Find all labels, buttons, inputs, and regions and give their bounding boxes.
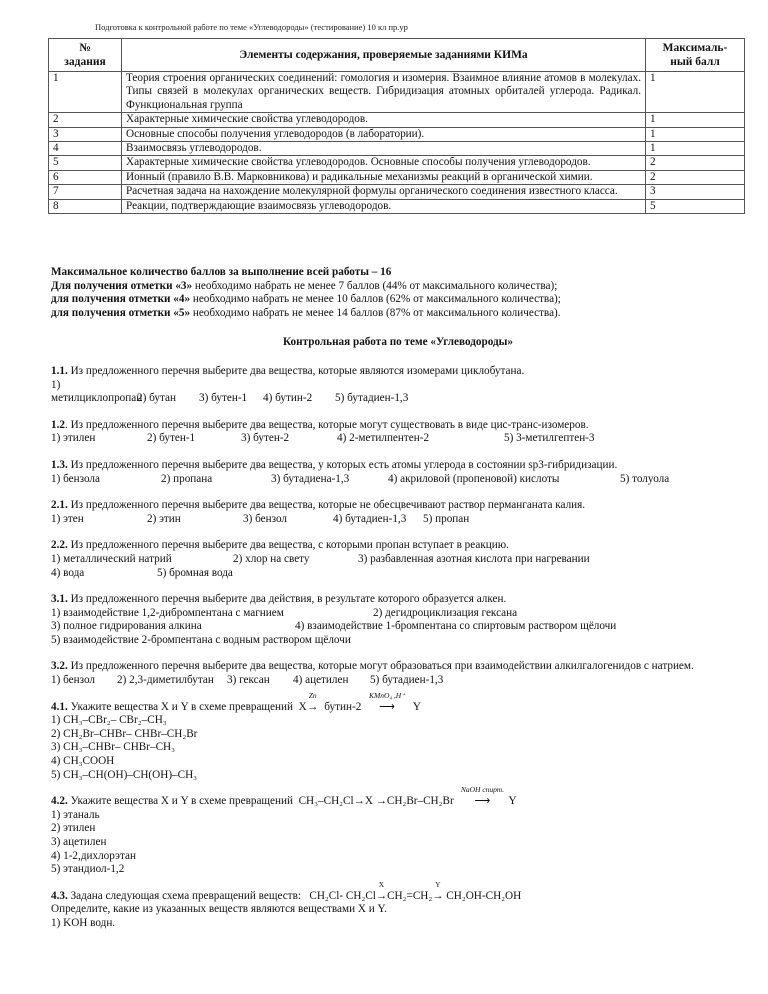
options-3-1c: 5) взаимодействие 2-бромпентана с водным раствором щёлочи: [51, 633, 351, 646]
max-score: 1: [646, 142, 745, 156]
option-4-1-2: 2) CH₂Br–CHBr– CHBr–CH₂Br: [51, 727, 198, 740]
content-element: Взаимосвязь углеводородов.: [122, 142, 646, 156]
table-header-row: [49, 39, 745, 72]
options-3-1: 1) взаимодействие 1,2-дибромпентана с магнием 2) дегидроциклизация гексана: [51, 606, 518, 619]
question-3-1: 3.1. Из предложенного перечня выберите два действия, в результате которого образуется алкен.: [51, 593, 507, 606]
task-number: 4: [49, 142, 122, 156]
table-row: [49, 127, 745, 141]
table-row: [49, 185, 745, 199]
content-element: Основные способы получения углеводородов (в лаборатории).: [122, 127, 646, 141]
task-number: 3: [49, 127, 122, 141]
question-4-1: 4.1. Укажите вещества X и Y в схеме превращений X Zn → бутин-2 KMnO₄ ,H⁺ ⟶ Y: [51, 690, 421, 713]
options-1-3: 1) бензола 2) пропана 3) бутадиена-1,3 4) акриловой (пропеновой) кислоты 5) толуола: [51, 472, 670, 485]
question-3-2: 3.2. Из предложенного перечня выберите два вещества, которые могут образоваться при взаимодействии алкилгалогенидов с натрием.: [51, 660, 694, 673]
option-4-2-4: 4) 1-2,дихлорэтан: [51, 849, 136, 862]
task-number: 2: [49, 113, 122, 127]
option-4-2-1: 1) этаналь: [51, 808, 100, 821]
options-1-2: 1) этилен 2) бутен-1 3) бутен-2 4) 2-метилпентен-2 5) 3-метилгептен-3: [51, 432, 595, 445]
document-body: [51, 266, 745, 931]
content-element: Теория строения органических соединений: гомология и изомерия. Взаимное влияние атомов в молекулах. Типы связей в молекулах органических веществ. Гибридизация атомных орбиталей углерода. Радикал. Функциональная группа: [122, 72, 646, 113]
options-2-1: 1) этен 2) этин 3) бензол 4) бутадиен-1,3 5) пропан: [51, 512, 470, 525]
grading-4: для получения отметки «4» необходимо набрать не менее 10 баллов (62% от максимального количества);: [51, 293, 561, 306]
max-score: 1: [646, 127, 745, 141]
table-row: [49, 156, 745, 170]
option-4-1-3: 3) CH₃–CHBr– CHBr–CH₃: [51, 741, 176, 754]
grading-3: Для получения отметки «3» необходимо набрать не менее 7 баллов (44% от максимального количества);: [51, 279, 558, 292]
option-4-1-5: 5) CH₃–CH(OH)–CH(OH)–CH₃: [51, 768, 198, 781]
option-4-1-1: 1) CH₃–CBr₂– CBr₂–CH₃: [51, 714, 167, 727]
max-score: 3: [646, 185, 745, 199]
option-4-3-1: 1) KOH водн.: [51, 916, 116, 929]
question-1-1: 1.1. Из предложенного перечня выберите два вещества, которые являются изомерами циклобутана.: [51, 364, 525, 377]
col-header-number: № задания: [49, 39, 122, 72]
option-4-1-4: 4) CH₃COOH: [51, 755, 115, 768]
table-row: [49, 142, 745, 156]
col-header-max-score: Максималь- ный балл: [646, 39, 745, 72]
max-score: 5: [646, 199, 745, 213]
option-4-2-3: 3) ацетилен: [51, 836, 107, 848]
task-number: 8: [49, 199, 122, 213]
question-1-2: 1.2. Из предложенного перечня выберите два вещества, которые могут существовать в виде цис-транс-изомеров.: [51, 418, 589, 431]
task-number: 7: [49, 185, 122, 199]
max-score: 2: [646, 170, 745, 184]
options-3-2: 1) бензол 2) 2,3-диметилбутан 3) гексан 4) ацетилен 5) бутадиен-1,3: [51, 674, 444, 687]
question-2-1: 2.1. Из предложенного перечня выберите два вещества, которые не обесцвечивают раствор перманганата калия.: [51, 499, 586, 512]
options-3-1b: 3) полное гидрирования алкина 4) взаимодействие 1-бромпентана со спиртовым раствором щёлочи: [51, 620, 617, 633]
content-element: Реакции, подтверждающие взаимосвязь углеводородов.: [122, 199, 646, 213]
kim-table: [48, 38, 745, 214]
question-4-2: 4.2. Укажите вещества X и Y в схеме превращений CH₃–CH₂Cl→X →CH₂Br–CH₂Br NaOH спирт. ⟶ Y: [51, 785, 517, 808]
page-header: Подготовка к контрольной работе по теме «Углеводороды» (тестирование) 10 кл пр.ур: [95, 22, 408, 32]
question-4-3-line2: Определите, какие из указанных веществ являются веществами X и Y.: [51, 903, 387, 916]
task-number: 5: [49, 156, 122, 170]
content-element: Расчетная задача на нахождение молекулярной формулы органического соединения известного класса.: [122, 185, 646, 199]
task-number: 6: [49, 170, 122, 184]
task-number: 1: [49, 72, 122, 113]
question-1-3: 1.3. Из предложенного перечня выберите два вещества, у которых есть атомы углерода в состоянии sp3-гибридизации.: [51, 458, 618, 471]
scheme-4-3: CH₂Cl- CH₂Cl X →CH₂=CH₂ Y → CH₂OH-CH₂OH: [309, 879, 522, 902]
question-4-3: 4.3. Задана следующая схема превращений веществ: CH₂Cl- CH₂Cl X →CH₂=CH₂ Y → CH₂OH-CH₂OH: [51, 879, 522, 902]
table-row: [49, 113, 745, 127]
max-score: 1: [646, 72, 745, 113]
options-1-1: 1) метилциклопропан2) бутан 3) бутен-1 4) бутин-2 5) бутадиен-1,3: [51, 378, 409, 405]
scheme-4-1: X Zn → бутин-2 KMnO₄ ,H⁺ ⟶ Y: [298, 690, 421, 713]
grading-5: для получения отметки «5» необходимо набрать не менее 14 баллов (87% от максимального количества).: [51, 306, 561, 319]
question-2-2: 2.2. Из предложенного перечня выберите два вещества, с которыми пропан вступает в реакцию.: [51, 539, 509, 552]
test-title: Контрольная работа по теме «Углеводороды»: [283, 336, 513, 349]
scheme-4-2: CH₃–CH₂Cl→X →CH₂Br–CH₂Br NaOH спирт. ⟶ Y: [298, 785, 517, 808]
max-score: 1: [646, 113, 745, 127]
options-2-2: 1) металлический натрий 2) хлор на свету 3) разбавленная азотная кислота при нагревании: [51, 552, 590, 565]
max-score: 2: [646, 156, 745, 170]
content-element: Характерные химические свойства углеводородов.: [122, 113, 646, 127]
table-row: [49, 199, 745, 213]
option-4-2-5: 5) этандиол-1,2: [51, 863, 125, 876]
table-row: [49, 170, 745, 184]
content-element: Ионный (правило В.В. Марковникова) и радикальные механизмы реакций в органической химии.: [122, 170, 646, 184]
content-element: Характерные химические свойства углеводородов. Основные способы получения углеводородов.: [122, 156, 646, 170]
option-4-2-2: 2) этилен: [51, 822, 96, 835]
table-row: [49, 72, 745, 113]
options-2-2b: 4) вода 5) бромная вода: [51, 566, 233, 579]
grading-max: Максимальное количество баллов за выполнение всей работы – 16: [51, 266, 392, 278]
col-header-elements: Элементы содержания, проверяемые заданиями КИМа: [122, 39, 646, 72]
